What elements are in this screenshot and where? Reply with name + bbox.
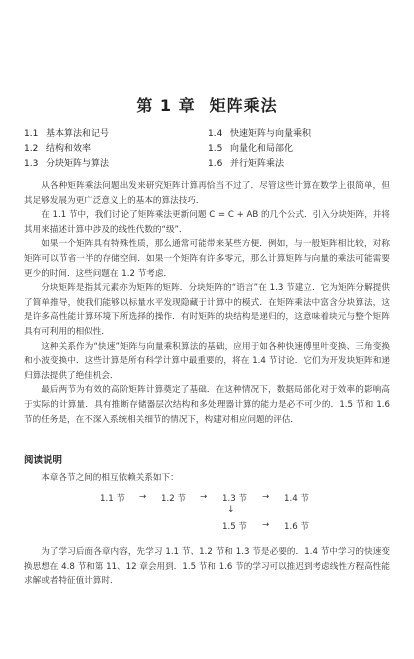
section-entry xyxy=(24,127,204,141)
section-label: 分块矩阵与算法 xyxy=(46,159,110,169)
paragraph: 这种关系作为“快速”矩阵与向量乘积算法的基础，应用于如各种快速傅里叶变换、三角变换和小波变换中．这些计算是所有科学计算中最重要的，将在 1.4 节讨论．它们为开发块矩阵和递归算法提供了绝佳机会． xyxy=(24,341,390,381)
paragraph: 如果一个矩阵具有特殊性质，那么通常可能带来某些方便．例如，与一般矩阵相比较，对称矩阵可以节省一半的存储空间．如果一个矩阵有许多零元，那么计算矩阵与向量的乘法可能需要更少的时间．这些问题在 1.2 节考虑． xyxy=(24,239,390,279)
section-label: 并行矩阵乘法 xyxy=(230,159,285,169)
section-label: 结构和效率 xyxy=(46,144,92,154)
paragraph: 从各种矩阵乘法问题出发来研究矩阵计算再恰当不过了．尽管这些计算在数学上很简单，但其足够发展为更广泛意义上的基本的算法技巧． xyxy=(24,181,390,206)
dependency-node: 1.2 节 xyxy=(161,494,186,504)
dependency-node: 1.4 节 xyxy=(284,494,309,504)
section-entry xyxy=(24,142,204,156)
section-number: 1.4 xyxy=(208,129,223,139)
section-entry xyxy=(204,142,396,156)
section-entry xyxy=(204,127,396,141)
section-number: 1.2 xyxy=(24,144,39,154)
chapter-title xyxy=(0,93,414,116)
chapter-number: 第 1 章 xyxy=(136,96,196,115)
paragraph: 在 1.1 节中，我们讨论了矩阵乘法更新问题 C = C + AB 的几个公式．引入分块矩阵，并将其用来描述计算中涉及的线性代数的“级”． xyxy=(24,210,390,235)
section-number: 1.1 xyxy=(24,129,39,139)
dependency-node: 1.6 节 xyxy=(284,522,309,532)
section-label: 向量化和局部化 xyxy=(230,144,294,154)
chapter-intro-text xyxy=(24,179,390,427)
arrow-down-icon: ↓ xyxy=(227,505,235,515)
section-label: 基本算法和记号 xyxy=(46,129,110,139)
section-number: 1.5 xyxy=(208,144,223,154)
section-label: 快速矩阵与向量乘积 xyxy=(230,129,312,139)
section-entry xyxy=(204,157,396,171)
chapter-name: 矩阵乘法 xyxy=(209,96,278,115)
arrow-right-icon: → xyxy=(262,492,270,502)
section-number: 1.6 xyxy=(208,159,223,169)
section-number: 1.3 xyxy=(24,159,39,169)
paragraph: 分块矩阵是指其元素亦为矩阵的矩阵．分块矩阵的“语言”在 1.3 节建立．它为矩阵分解提供了简单推导，使我们能够以标量水平发现隐藏于计算中的模式．在矩阵乘法中富含分块算法，这是许多高性能计算环境下所选择的操作．有时矩阵的块结构是递归的，这意味着块元与整个矩阵具有可利用的相似性． xyxy=(24,283,390,337)
dependency-node: 1.3 节 xyxy=(222,494,247,504)
dependency-node: 1.1 节 xyxy=(100,494,125,504)
arrow-right-icon: → xyxy=(262,520,270,530)
reading-guide-heading: 阅读说明 xyxy=(24,455,63,466)
section-entry xyxy=(24,157,204,171)
dependency-node: 1.5 节 xyxy=(222,522,247,532)
dependency-intro: 本章各节之间的相互依赖关系如下： xyxy=(41,473,179,483)
paragraph: 最后两节为有效的高阶矩阵计算奠定了基础．在这种情况下，数据局部化对于效率的影响高于实际的计算量．具有推断存储器层次结构和多处理器计算的能力是必不可少的．1.5 节和 1.6 节的任务是，在不深入系统相关细节的情况下，构建对相应问题的评估． xyxy=(24,385,390,425)
section-list xyxy=(24,127,396,171)
reading-guide-text xyxy=(24,545,390,589)
arrow-right-icon: → xyxy=(200,492,208,502)
arrow-right-icon: → xyxy=(139,492,147,502)
paragraph: 为了学习后面各章内容，先学习 1.1 节、1.2 节和 1.3 节是必要的．1.4 节中学习的快速变换思想在 4.8 节和第 11、12 章会用到．1.5 节和 1.6 节的学习可以推迟到考虑线性方程高性能求解或者特征值计算时． xyxy=(24,547,390,587)
